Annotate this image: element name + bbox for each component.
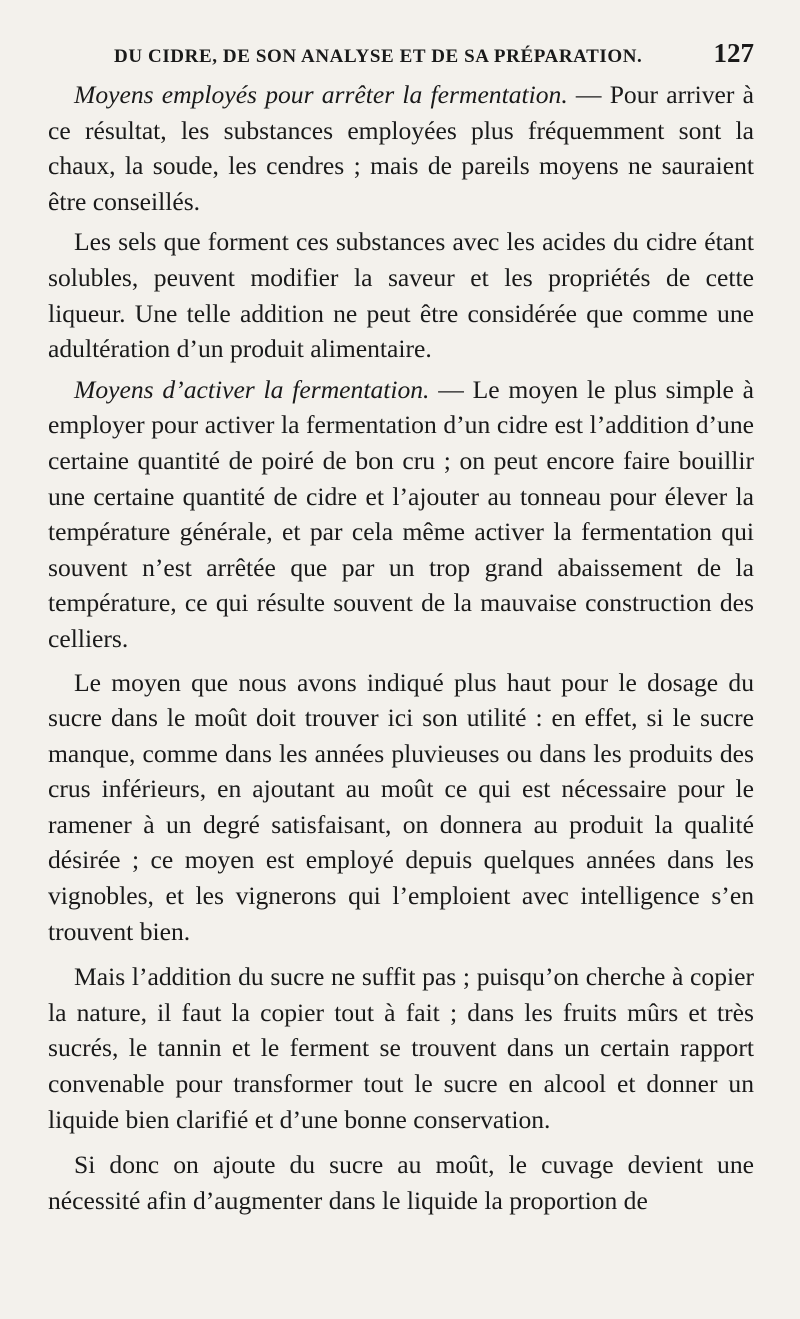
paragraph-text: Si donc on ajoute du sucre au moût, le cuvage devient une nécessité afin d’augmenter dans le liquide la proportion de	[48, 1150, 754, 1215]
body-text	[48, 77, 754, 1218]
paragraph-heading-arreter: Moyens employés pour arrêter la fermentation.	[74, 80, 568, 109]
paragraph-dosage-sucre	[48, 665, 754, 950]
paragraph-text: Mais l’addition du sucre ne suffit pas ; puisqu’on cherche à copier la nature, il faut la copier tout à fait ; dans les fruits mûrs et très sucrés, le tannin et le ferment se trouvent dans un certain rapport convenable pour transformer tout le sucre en alcool et donner un liquide bien clarifié et d’une bonne conservation.	[48, 962, 754, 1134]
paragraph-text: Le moyen que nous avons indiqué plus haut pour le dosage du sucre dans le moût doit trouver ici son utilité : en effet, si le sucre manque, comme dans les années pluvieuses ou dans les produits des crus inférieurs, en ajoutant au moût ce qui est nécessaire pour le ramener à un degré satisfaisant, on donnera au produit la qualité désirée ; ce moyen est employé depuis quelques années dans les vignobles, et les vignerons qui l’emploient avec intelligence s’en trouvent bien.	[48, 667, 754, 946]
running-head	[114, 38, 754, 69]
paragraph-text: — Pour arriver à ce résultat, les substances employées plus fréquemment sont la chaux, la soude, les cendres ; mais de pareils moyens ne sauraient être conseillés.	[48, 80, 754, 216]
paragraph-activer-fermentation	[48, 372, 754, 657]
paragraph-text: — Le moyen le plus simple à employer pour activer la fermentation d’un cidre est l’addition d’une certaine quantité de poiré de bon cru ; on peut encore faire bouillir une certaine quantité de cidre et l’ajouter au tonneau pour élever la température générale, et par cela même activer la fermentation qui souvent n’est arrêtée que par un trop grand abaissement de la température, ce qui résulte souvent de la mauvaise construction des celliers.	[48, 374, 754, 653]
paragraph-text: Les sels que forment ces substances avec les acides du cidre étant solubles, peuvent modifier la saveur et les propriétés de cette liqueur. Une telle addition ne peut être considérée que comme une adultération d’un produit alimentaire.	[48, 227, 754, 364]
paragraph-heading-activer: Moyens d’activer la fermentation.	[74, 374, 430, 404]
paragraph-sels	[48, 224, 754, 366]
paragraph-arreter-fermentation	[48, 77, 754, 219]
paragraph-addition-sucre	[48, 959, 754, 1137]
paragraph-cuvage	[48, 1147, 754, 1218]
page-number: 127	[713, 38, 754, 68]
running-title: DU CIDRE, DE SON ANALYSE ET DE SA PRÉPARATION.	[114, 46, 643, 67]
